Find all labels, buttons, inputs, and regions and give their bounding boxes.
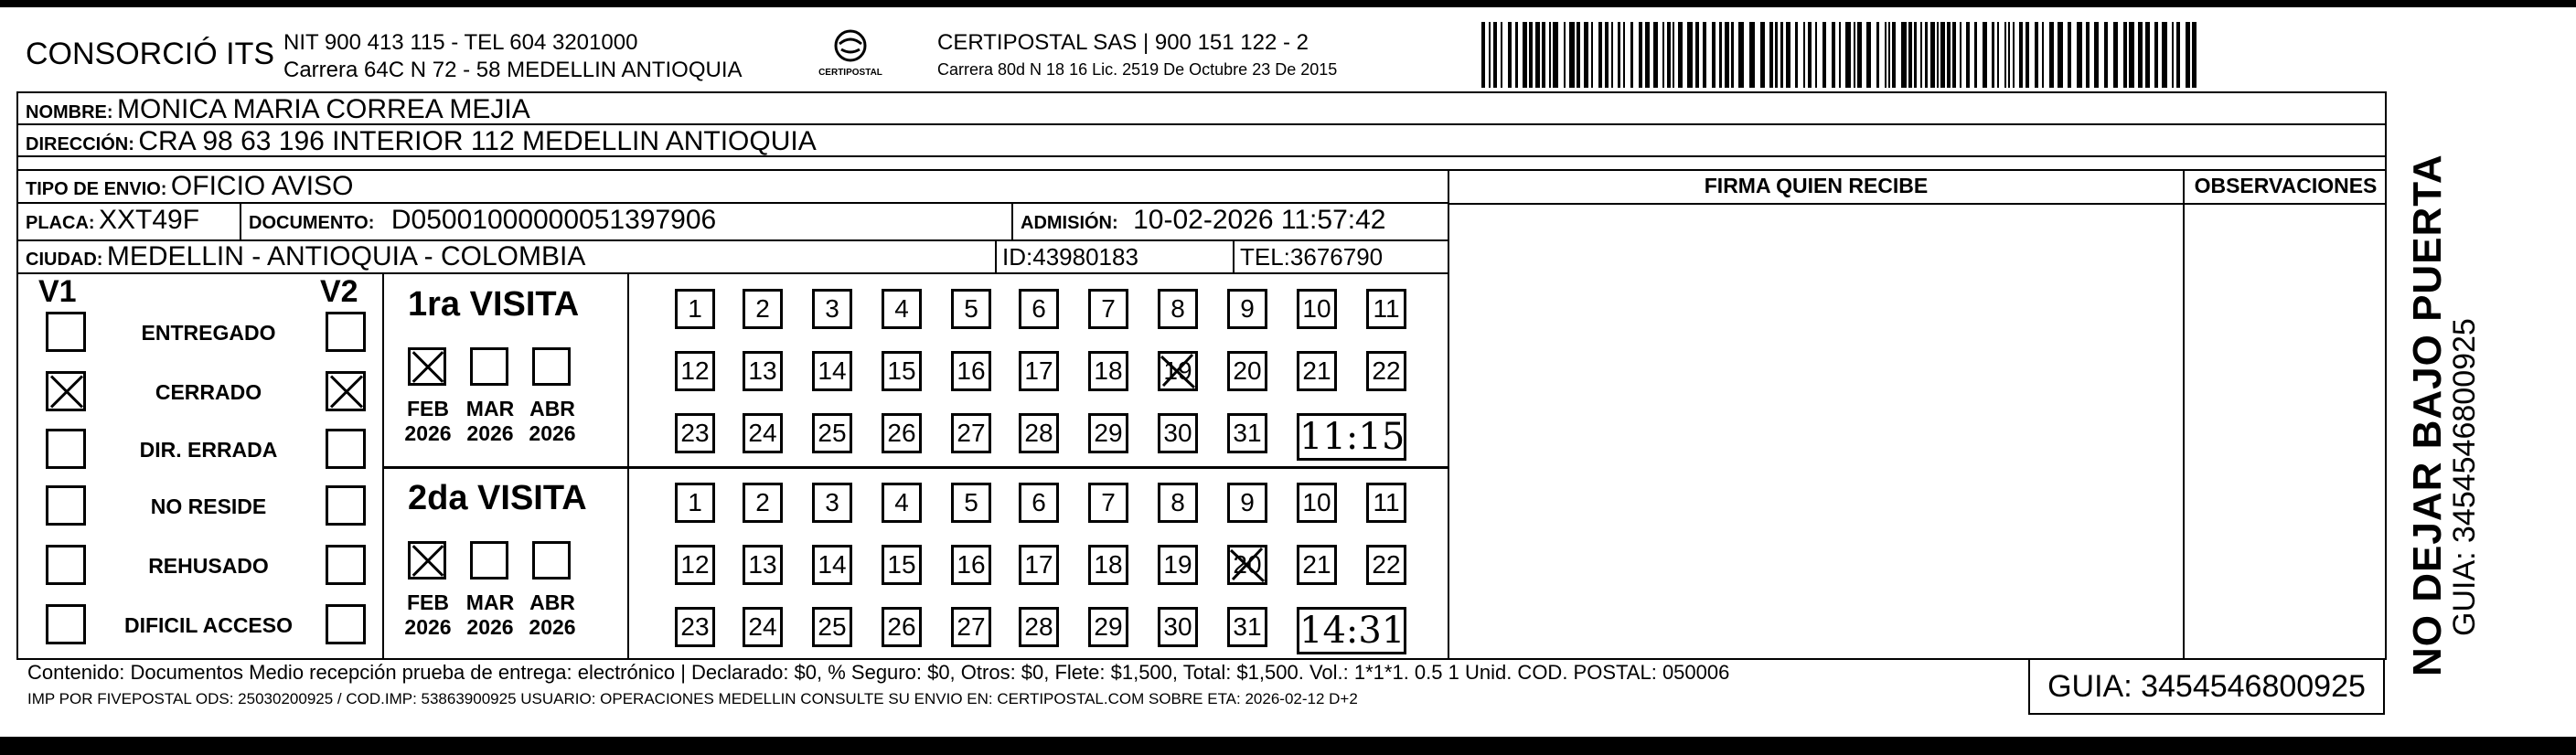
day-box[interactable]: 11 <box>1366 289 1406 329</box>
day-box[interactable]: 17 <box>1019 545 1059 585</box>
v2-header: V2 <box>320 274 358 309</box>
admision-row <box>1021 205 1385 236</box>
placa-row <box>26 205 199 236</box>
day-box[interactable]: 2 <box>743 289 783 329</box>
month-label <box>463 590 518 640</box>
id-row <box>1002 243 1138 271</box>
day-box[interactable]: 11 <box>1366 483 1406 523</box>
certipostal-info <box>937 29 1337 82</box>
month-checkbox[interactable] <box>408 541 446 580</box>
no-dejar-notice: NO DEJAR BAJO PUERTA <box>2405 154 2450 676</box>
side-notice <box>2405 154 2483 676</box>
col-divider <box>1448 169 1449 660</box>
v1-header: V1 <box>38 274 77 309</box>
v1-checkbox[interactable] <box>46 485 86 526</box>
visit-row-divider <box>382 466 1448 469</box>
nombre-label: NOMBRE: <box>26 102 113 122</box>
direccion-row <box>26 126 817 157</box>
day-box[interactable]: 6 <box>1019 289 1059 329</box>
ciudad-value: MEDELLIN - ANTIOQUIA - COLOMBIA <box>106 241 586 271</box>
day-box[interactable]: 30 <box>1158 413 1198 453</box>
day-box[interactable]: 7 <box>1088 483 1128 523</box>
day-box[interactable]: 5 <box>951 289 991 329</box>
row-divider <box>1448 203 2387 205</box>
tel-value: 3676790 <box>1289 243 1384 271</box>
day-box[interactable]: 21 <box>1297 545 1337 585</box>
admision-label: ADMISIÓN: <box>1021 213 1118 233</box>
month-name: FEB <box>407 590 449 614</box>
month-label <box>463 397 518 446</box>
day-cross-mark <box>1227 545 1267 585</box>
company-address: Carrera 64C N 72 - 58 MEDELLIN ANTIOQUIA <box>283 58 743 82</box>
month-year: 2026 <box>466 421 514 445</box>
day-box[interactable]: 7 <box>1088 289 1128 329</box>
day-box[interactable]: 22 <box>1366 351 1406 391</box>
day-cross-mark <box>1158 351 1198 391</box>
v2-checkbox[interactable] <box>326 485 366 526</box>
company-info <box>283 29 743 84</box>
firma-label: FIRMA QUIEN RECIBE <box>1704 174 1929 197</box>
footer-contenido: Contenido: Documentos Medio recepción prueba de entrega: electrónico | Declarado: $0, % Seguro: $0, Otros: $0, Flete: $1,500, Total: $1,500. Vol.: 1*1*1. 0.5 1 Unid. COD. POSTAL: 050006 <box>27 661 1730 684</box>
barcode <box>1481 22 2204 88</box>
day-box[interactable]: 26 <box>882 413 922 453</box>
certipostal-line1: CERTIPOSTAL SAS | 900 151 122 - 2 <box>937 30 1309 55</box>
v2-checkbox[interactable] <box>326 604 366 644</box>
v1-checkbox[interactable] <box>46 371 86 411</box>
status-label: REHUSADO <box>148 554 269 578</box>
col-divider <box>2183 169 2185 660</box>
day-box[interactable]: 31 <box>1227 607 1267 647</box>
day-box[interactable]: 19 <box>1158 545 1198 585</box>
placa-value: XXT49F <box>99 205 200 235</box>
day-box[interactable]: 3 <box>812 483 852 523</box>
month-checkbox[interactable] <box>470 347 508 386</box>
day-box[interactable]: 3 <box>812 289 852 329</box>
v1-checkbox[interactable] <box>46 312 86 352</box>
month-name: FEB <box>407 397 449 420</box>
month-name: ABR <box>529 397 575 420</box>
tel-row <box>1240 243 1383 271</box>
day-box[interactable]: 18 <box>1088 351 1128 391</box>
day-box[interactable]: 20 <box>1227 351 1267 391</box>
visit-title: 1ra VISITA <box>408 285 580 324</box>
month-label <box>525 397 580 446</box>
visit-time: 11:15 <box>1297 413 1406 461</box>
visit-title: 2da VISITA <box>408 479 587 517</box>
nombre-value: MONICA MARIA CORREA MEJIA <box>117 94 530 124</box>
month-name: MAR <box>465 590 515 614</box>
day-box[interactable]: 8 <box>1158 289 1198 329</box>
footer-imp: IMP POR FIVEPOSTAL ODS: 25030200925 / COD.IMP: 53863900925 USUARIO: OPERACIONES MEDELLIN CONSULTE SU ENVIO EN: CERTIPOSTAL.COM SOBRE ETA: 2026-02-12 D+2 <box>27 690 1358 707</box>
day-box[interactable]: 15 <box>882 351 922 391</box>
day-box[interactable]: 14 <box>812 351 852 391</box>
col-divider <box>1233 239 1235 272</box>
col-divider <box>240 203 241 239</box>
guia-number: GUIA: 3454546800925 <box>2028 658 2385 715</box>
month-name: ABR <box>529 590 575 614</box>
day-box[interactable]: 29 <box>1088 413 1128 453</box>
day-box[interactable]: 4 <box>882 483 922 523</box>
day-box[interactable]: 26 <box>882 607 922 647</box>
bottom-border <box>0 737 2576 755</box>
day-box[interactable]: 9 <box>1227 483 1267 523</box>
month-label <box>401 590 455 640</box>
day-box[interactable]: 23 <box>675 413 715 453</box>
month-year: 2026 <box>529 615 576 639</box>
row-divider <box>16 202 1448 204</box>
id-value: 43980183 <box>1032 243 1138 271</box>
day-box[interactable]: 20 <box>1227 545 1267 585</box>
side-guia: GUIA: 3454546800925 <box>2447 318 2482 636</box>
day-box[interactable]: 27 <box>951 607 991 647</box>
day-box[interactable]: 12 <box>675 545 715 585</box>
day-box[interactable]: 12 <box>675 351 715 391</box>
nombre-row <box>26 94 530 125</box>
day-box[interactable]: 6 <box>1019 483 1059 523</box>
col-divider <box>995 239 997 272</box>
direccion-value: CRA 98 63 196 INTERIOR 112 MEDELLIN ANTIOQUIA <box>138 126 817 156</box>
day-box[interactable]: 17 <box>1019 351 1059 391</box>
day-box[interactable]: 19 <box>1158 351 1198 391</box>
day-box[interactable]: 9 <box>1227 289 1267 329</box>
day-box[interactable]: 21 <box>1297 351 1337 391</box>
v1-checkbox[interactable] <box>46 545 86 585</box>
day-box[interactable]: 30 <box>1158 607 1198 647</box>
day-box[interactable]: 10 <box>1297 483 1337 523</box>
v2-checkbox[interactable] <box>326 429 366 469</box>
row-divider <box>16 272 1448 274</box>
day-box[interactable]: 1 <box>675 483 715 523</box>
ciudad-row <box>26 241 585 272</box>
id-label: ID: <box>1002 243 1033 271</box>
day-box[interactable]: 22 <box>1366 545 1406 585</box>
day-box[interactable]: 16 <box>951 545 991 585</box>
month-name: MAR <box>465 397 515 420</box>
day-box[interactable]: 24 <box>743 413 783 453</box>
status-label: DIR. ERRADA <box>139 438 278 462</box>
observaciones-label: OBSERVACIONES <box>2194 174 2378 197</box>
day-box[interactable]: 1 <box>675 289 715 329</box>
certipostal-logo <box>805 27 896 80</box>
day-box[interactable]: 28 <box>1019 413 1059 453</box>
visit-divider <box>627 272 629 658</box>
day-box[interactable]: 29 <box>1088 607 1128 647</box>
day-box[interactable]: 5 <box>951 483 991 523</box>
day-box[interactable]: 13 <box>743 545 783 585</box>
ciudad-label: CIUDAD: <box>26 250 103 270</box>
v2-checkbox[interactable] <box>326 312 366 352</box>
v2-checkbox[interactable] <box>326 371 366 411</box>
direccion-label: DIRECCIÓN: <box>26 134 134 154</box>
row-divider <box>16 169 2387 171</box>
company-name: CONSORCIÓ ITS <box>26 37 275 71</box>
visit-time: 14:31 <box>1297 607 1406 654</box>
documento-value: D05001000000051397906 <box>390 205 717 235</box>
month-checkbox[interactable] <box>470 541 508 580</box>
tipo-row <box>26 171 353 202</box>
status-divider <box>382 272 384 658</box>
col-divider <box>1011 203 1013 239</box>
company-nit: NIT 900 413 115 - TEL 604 3201000 <box>283 30 638 55</box>
tipo-value: OFICIO AVISO <box>170 171 354 201</box>
day-box[interactable]: 23 <box>675 607 715 647</box>
month-label <box>525 590 580 640</box>
day-box[interactable]: 27 <box>951 413 991 453</box>
tel-label: TEL: <box>1240 243 1290 271</box>
month-year: 2026 <box>529 421 576 445</box>
placa-label: PLACA: <box>26 213 95 233</box>
status-label: CERRADO <box>155 380 262 404</box>
month-label <box>401 397 455 446</box>
day-box[interactable]: 25 <box>812 413 852 453</box>
v2-checkbox[interactable] <box>326 545 366 585</box>
admision-value: 10-02-2026 11:57:42 <box>1133 205 1386 235</box>
month-checkbox[interactable] <box>532 347 571 386</box>
status-label: ENTREGADO <box>141 321 276 345</box>
day-box[interactable]: 2 <box>743 483 783 523</box>
day-box[interactable]: 8 <box>1158 483 1198 523</box>
day-box[interactable]: 13 <box>743 351 783 391</box>
day-box[interactable]: 14 <box>812 545 852 585</box>
tipo-label: TIPO DE ENVIO: <box>26 179 167 199</box>
day-box[interactable]: 15 <box>882 545 922 585</box>
day-box[interactable]: 31 <box>1227 413 1267 453</box>
svg-text:CERTIPOSTAL: CERTIPOSTAL <box>818 68 882 78</box>
status-label: NO RESIDE <box>150 494 267 518</box>
month-year: 2026 <box>404 421 452 445</box>
certipostal-line2: Carrera 80d N 18 16 Lic. 2519 De Octubre 23 De 2015 <box>937 60 1338 79</box>
day-box[interactable]: 4 <box>882 289 922 329</box>
day-box[interactable]: 24 <box>743 607 783 647</box>
month-year: 2026 <box>404 615 452 639</box>
documento-row <box>249 205 716 236</box>
status-label: DIFICIL ACCESO <box>123 613 293 637</box>
month-year: 2026 <box>466 615 514 639</box>
top-border <box>0 0 2576 7</box>
month-checkbox[interactable] <box>408 347 446 386</box>
day-box[interactable]: 25 <box>812 607 852 647</box>
day-box[interactable]: 18 <box>1088 545 1128 585</box>
v1-checkbox[interactable] <box>46 604 86 644</box>
day-box[interactable]: 10 <box>1297 289 1337 329</box>
day-box[interactable]: 16 <box>951 351 991 391</box>
day-box[interactable]: 28 <box>1019 607 1059 647</box>
v1-checkbox[interactable] <box>46 429 86 469</box>
month-checkbox[interactable] <box>532 541 571 580</box>
documento-label: DOCUMENTO: <box>249 213 375 233</box>
